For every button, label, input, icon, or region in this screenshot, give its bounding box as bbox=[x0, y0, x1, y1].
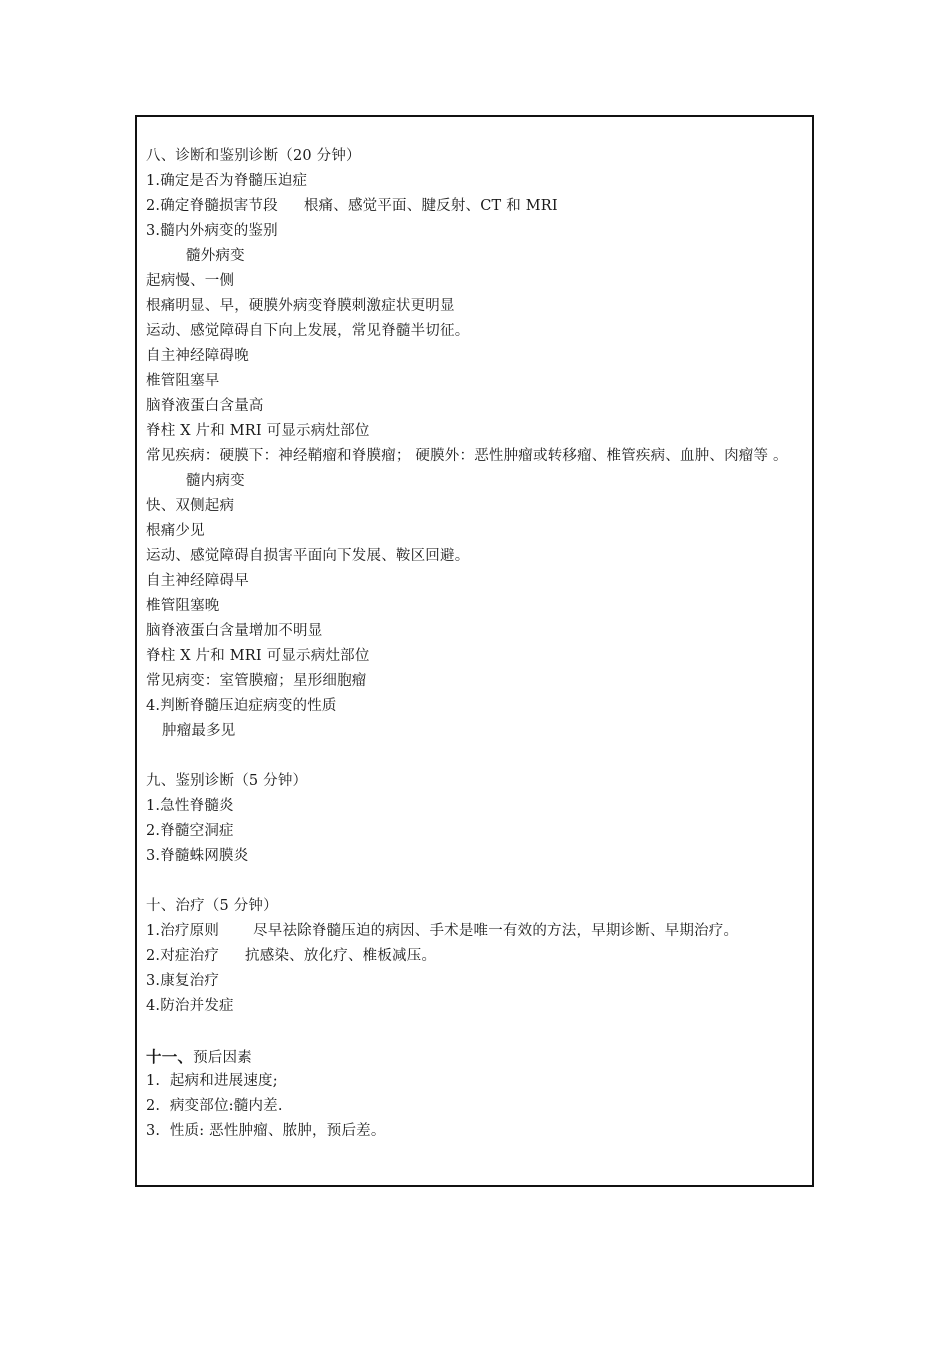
section-11-item: 1. 起病和进展速度; bbox=[146, 1073, 278, 1089]
section-8-item-2 bbox=[146, 194, 816, 219]
section-10-title: 十、治疗（5 分钟） bbox=[146, 898, 278, 914]
document-content bbox=[146, 144, 816, 1144]
section-10-item-2-detail: 抗感染、放化疗、椎板减压。 bbox=[245, 948, 437, 964]
extramedullary-line: 脑脊液蛋白含量高 bbox=[146, 398, 264, 414]
section-8-item-4-detail: 肿瘤最多见 bbox=[162, 723, 236, 739]
intramedullary-line: 根痛少见 bbox=[146, 523, 205, 539]
section-11-item: 2. 病变部位:髓内差. bbox=[146, 1098, 283, 1114]
section-10-item-1 bbox=[146, 919, 816, 944]
section-8-item-1: 1.确定是否为脊髓压迫症 bbox=[146, 173, 308, 189]
intramedullary-line: 椎管阻塞晚 bbox=[146, 598, 220, 614]
extramedullary-line: 起病慢、一侧 bbox=[146, 273, 235, 289]
section-11-title-lead: 十一、 bbox=[146, 1047, 194, 1066]
section-10-item-1-label: 1.治疗原则 bbox=[146, 923, 220, 939]
intramedullary-heading: 髓内病变 bbox=[186, 473, 245, 489]
section-10-item-3: 3.康复治疗 bbox=[146, 973, 220, 989]
section-10-item-1-detail: 尽早祛除脊髓压迫的病因、手术是唯一有效的方法，早期诊断、早期治疗。 bbox=[253, 923, 739, 939]
spacer bbox=[146, 1019, 816, 1044]
extramedullary-line: 椎管阻塞早 bbox=[146, 373, 220, 389]
intramedullary-line: 运动、感觉障碍自损害平面向下发展、鞍区回避。 bbox=[146, 548, 470, 564]
intramedullary-line: 脑脊液蛋白含量增加不明显 bbox=[146, 623, 323, 639]
section-9-item: 3.脊髓蛛网膜炎 bbox=[146, 848, 249, 864]
intramedullary-line: 自主神经障碍早 bbox=[146, 573, 249, 589]
extramedullary-line: 根痛明显、早，硬膜外病变脊膜刺激症状更明显 bbox=[146, 298, 455, 314]
extramedullary-heading: 髓外病变 bbox=[186, 248, 245, 264]
content-frame bbox=[135, 115, 814, 1187]
section-8-item-2-detail: 根痛、感觉平面、腱反射、CT 和 MRI bbox=[303, 198, 558, 214]
intramedullary-line: 脊柱 X 片和 MRI 可显示病灶部位 bbox=[146, 648, 370, 664]
section-9-item: 1.急性脊髓炎 bbox=[146, 798, 234, 814]
section-10-item-2-label: 2.对症治疗 bbox=[146, 948, 220, 964]
spacer bbox=[146, 869, 816, 894]
section-11-title bbox=[146, 1044, 816, 1069]
extramedullary-common-diseases: 常见疾病：硬膜下：神经鞘瘤和脊膜瘤； 硬膜外：恶性肿瘤或转移瘤、椎管疾病、血肿、肉瘤等 。 bbox=[146, 448, 788, 464]
section-8-title: 八、诊断和鉴别诊断（20 分钟） bbox=[146, 148, 361, 164]
section-9-item: 2.脊髓空洞症 bbox=[146, 823, 234, 839]
spacer bbox=[146, 744, 816, 769]
section-11-title-rest: 预后因素 bbox=[193, 1050, 252, 1066]
extramedullary-line: 自主神经障碍晚 bbox=[146, 348, 249, 364]
section-8-item-4: 4.判断脊髓压迫症病变的性质 bbox=[146, 698, 337, 714]
section-11-item: 3. 性质: 恶性肿瘤、脓肿，预后差。 bbox=[146, 1123, 386, 1139]
section-9-title: 九、鉴别诊断（5 分钟） bbox=[146, 773, 308, 789]
intramedullary-line: 快、双侧起病 bbox=[146, 498, 235, 514]
section-10-item-4: 4.防治并发症 bbox=[146, 998, 234, 1014]
extramedullary-line: 脊柱 X 片和 MRI 可显示病灶部位 bbox=[146, 423, 370, 439]
extramedullary-line: 运动、感觉障碍自下向上发展，常见脊髓半切征。 bbox=[146, 323, 470, 339]
intramedullary-line: 常见病变：室管膜瘤；星形细胞瘤 bbox=[146, 673, 367, 689]
section-8-item-3: 3.髓内外病变的鉴别 bbox=[146, 223, 278, 239]
section-8-item-2-label: 2.确定脊髓损害节段 bbox=[146, 198, 278, 214]
section-10-item-2 bbox=[146, 944, 816, 969]
